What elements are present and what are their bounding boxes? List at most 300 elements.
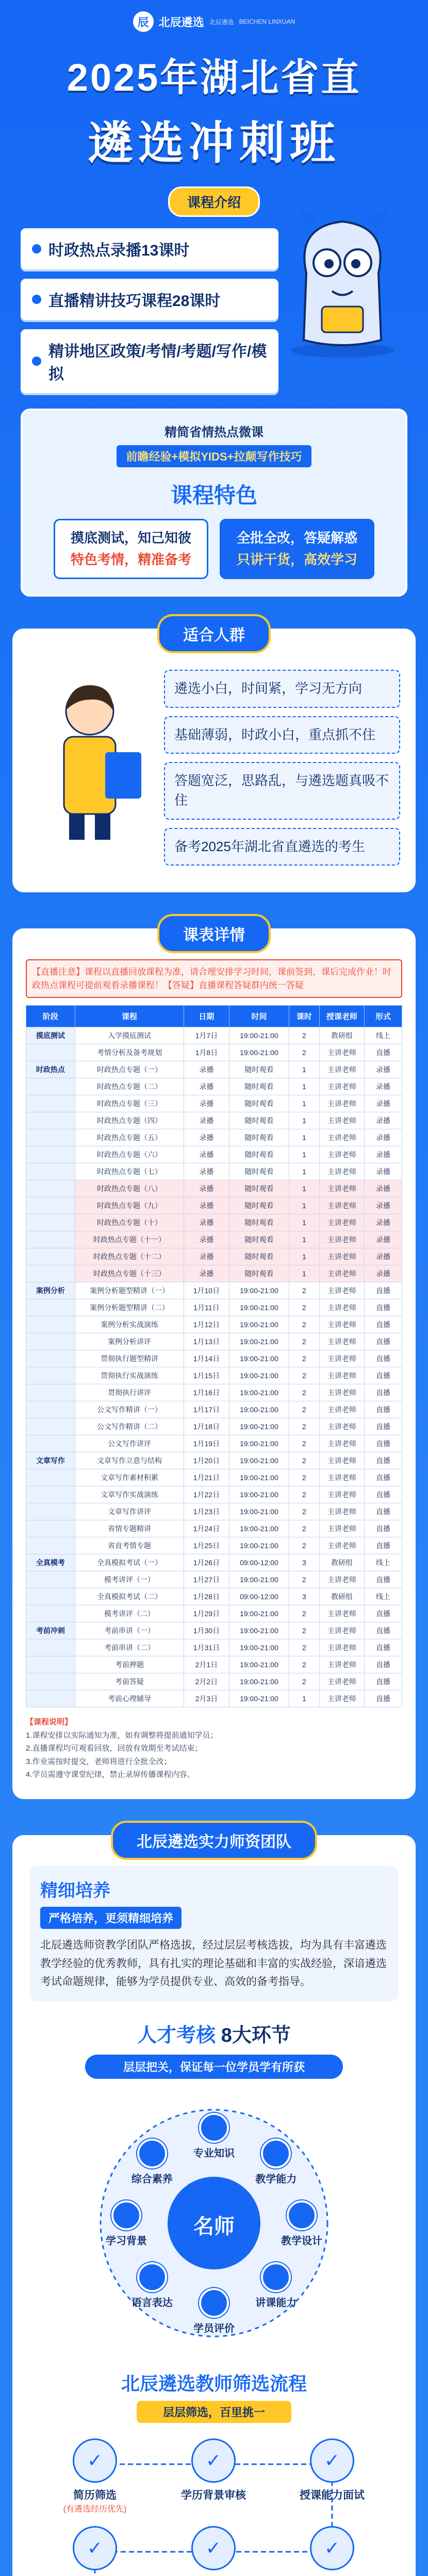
intro-item-label: 直播精讲技巧课程28课时	[48, 293, 221, 310]
bullet-icon	[32, 295, 41, 304]
team-section	[12, 1835, 416, 2576]
table-cell: 2	[289, 1435, 319, 1452]
mascot-illustration	[275, 196, 409, 361]
table-cell	[26, 1656, 75, 1673]
table-cell: 1	[289, 1095, 319, 1112]
table-cell: 时政热点专题（九）	[75, 1197, 184, 1214]
table-cell	[26, 1129, 75, 1146]
wheel-item	[271, 2200, 333, 2247]
table-cell: 考前答疑	[75, 1673, 184, 1690]
table-cell: 1月23日	[184, 1503, 229, 1520]
team-title: 精细培养	[40, 1880, 110, 1901]
table-cell: 1	[289, 1180, 319, 1197]
table-cell: 直播	[365, 1418, 402, 1435]
wheel-item-label: 语言表达	[131, 2297, 173, 2309]
table-row	[26, 1214, 402, 1231]
audience-item: 备考2025年湖北省直遴选的考生	[164, 828, 400, 866]
table-row	[26, 1486, 402, 1503]
table-cell: 主讲老师	[319, 1095, 364, 1112]
table-cell: 19:00-21:00	[229, 1401, 289, 1418]
table-cell: 公文写作精讲（二）	[75, 1418, 184, 1435]
hero-title-line2: 遴选冲刺班	[87, 117, 340, 168]
table-cell: 1月29日	[184, 1605, 229, 1622]
table-cell: 1月7日	[184, 1027, 229, 1044]
table-cell: 19:00-21:00	[229, 1622, 289, 1639]
table-cell: 案例分析题型精讲（一）	[75, 1282, 184, 1299]
course-table-header	[26, 1006, 402, 1027]
table-cell	[26, 1231, 75, 1248]
table-cell: 时政热点专题（二）	[75, 1078, 184, 1095]
table-row	[26, 1316, 402, 1333]
column-header: 课时	[289, 1006, 319, 1027]
table-cell: 直播	[365, 1350, 402, 1367]
table-cell: 主讲老师	[319, 1673, 364, 1690]
table-cell: 贯彻执行讲评	[75, 1384, 184, 1401]
table-row	[26, 1401, 402, 1418]
table-cell	[26, 1316, 75, 1333]
table-cell: 1	[289, 1146, 319, 1163]
table-cell: 1月18日	[184, 1418, 229, 1435]
table-cell: 公文写作精讲（一）	[75, 1401, 184, 1418]
table-cell: 考前串讲（二）	[75, 1639, 184, 1656]
table-cell	[26, 1078, 75, 1095]
table-cell: 2	[289, 1520, 319, 1537]
table-row	[26, 1180, 402, 1197]
table-cell: 录播	[365, 1265, 402, 1282]
bullet-icon	[32, 357, 41, 366]
table-cell	[26, 1690, 75, 1707]
table-row	[26, 1197, 402, 1214]
table-cell: 主讲老师	[319, 1282, 364, 1299]
table-cell: 3	[289, 1554, 319, 1571]
table-cell: 文章写作	[26, 1452, 75, 1469]
table-cell: 1月13日	[184, 1333, 229, 1350]
table-cell: 时政热点专题（五）	[75, 1129, 184, 1146]
flow-step-label: 学历背景审核	[181, 2489, 246, 2501]
eight-steps-wheel	[49, 2089, 379, 2357]
table-cell: 1月11日	[184, 1299, 229, 1316]
table-cell	[26, 1112, 75, 1129]
table-cell: 录播	[184, 1078, 229, 1095]
table-cell: 1	[289, 1231, 319, 1248]
table-cell: 全真模拟考试（一）	[75, 1554, 184, 1571]
table-cell: 主讲老师	[319, 1146, 364, 1163]
table-cell: 时政热点专题（十二）	[75, 1248, 184, 1265]
table-cell: 2月3日	[184, 1690, 229, 1707]
table-cell: 主讲老师	[319, 1486, 364, 1503]
teacher-illustration	[28, 670, 152, 845]
table-cell: 2	[289, 1571, 319, 1588]
course-notes	[26, 1716, 402, 1799]
bullet-icon	[32, 244, 41, 253]
table-cell: 录播	[365, 1248, 402, 1265]
table-cell: 19:00-21:00	[229, 1656, 289, 1673]
table-cell: 直播	[365, 1537, 402, 1554]
table-cell: 主讲老师	[319, 1435, 364, 1452]
flow-step-icon: ✓	[191, 2526, 236, 2570]
table-row	[26, 1044, 402, 1061]
table-cell: 2月2日	[184, 1673, 229, 1690]
table-cell	[26, 1503, 75, 1520]
flow-step-icon: ✓	[191, 2438, 236, 2483]
table-cell: 考情分析及备考规划	[75, 1044, 184, 1061]
table-cell: 1	[289, 1078, 319, 1095]
table-cell: 直播	[365, 1333, 402, 1350]
table-cell: 1月17日	[184, 1401, 229, 1418]
table-cell: 公文写作讲评	[75, 1435, 184, 1452]
table-cell: 录播	[365, 1061, 402, 1078]
table-cell: 主讲老师	[319, 1520, 364, 1537]
table-cell: 时政热点	[26, 1061, 75, 1078]
course-table	[26, 1005, 402, 1707]
table-cell	[26, 1520, 75, 1537]
table-row	[26, 1452, 402, 1469]
table-cell: 主讲老师	[319, 1418, 364, 1435]
team-subtitle: 严格培养，更须精细培养	[40, 1907, 182, 1929]
table-cell: 19:00-21:00	[229, 1605, 289, 1622]
team-description: 北辰遴选师资教学团队严格选拔，经过层层考核选拔，均为具有丰富遴选教学经验的优秀教师，具有扎实的理论基础和丰富的实战经验，深谙遴选考试命题规律，能够为学员提供专业、高效的备考指导。	[40, 1939, 387, 1988]
step-icon	[111, 2200, 141, 2230]
table-cell: 主讲老师	[319, 1061, 364, 1078]
eight-steps-subtitle: 层层把关，保证每一位学员学有所获	[85, 2055, 343, 2079]
table-cell: 19:00-21:00	[229, 1486, 289, 1503]
table-cell: 直播	[365, 1044, 402, 1061]
wheel-item-label: 学习背景	[106, 2235, 147, 2247]
table-cell: 线上	[365, 1027, 402, 1044]
table-cell: 19:00-21:00	[229, 1384, 289, 1401]
table-cell: 随时观看	[229, 1163, 289, 1180]
table-cell: 主讲老师	[319, 1622, 364, 1639]
table-cell: 模考讲评（二）	[75, 1605, 184, 1622]
team-tag: 北辰遴选实力师资团队	[111, 1821, 317, 1860]
table-cell: 主讲老师	[319, 1316, 364, 1333]
logo-icon: 辰	[133, 11, 154, 32]
table-cell: 2	[289, 1673, 319, 1690]
table-cell	[26, 1401, 75, 1418]
table-cell: 主讲老师	[319, 1299, 364, 1316]
flow-step-label: 授课能力面试	[300, 2489, 365, 2501]
table-cell: 时政热点专题（四）	[75, 1112, 184, 1129]
table-cell: 19:00-21:00	[229, 1299, 289, 1316]
wheel-item-label: 综合素养	[131, 2173, 173, 2185]
table-cell: 主讲老师	[319, 1639, 364, 1656]
table-cell: 2月1日	[184, 1656, 229, 1673]
table-cell: 1月19日	[184, 1435, 229, 1452]
feature-card	[54, 519, 208, 579]
table-cell: 19:00-21:00	[229, 1571, 289, 1588]
table-cell: 主讲老师	[319, 1537, 364, 1554]
table-cell: 19:00-21:00	[229, 1469, 289, 1486]
table-row	[26, 1367, 402, 1384]
wheel-item-label: 讲课能力	[255, 2297, 297, 2309]
flow-step	[170, 2438, 257, 2502]
table-cell: 2	[289, 1503, 319, 1520]
team-intro	[30, 1866, 398, 2002]
table-row	[26, 1248, 402, 1265]
flow-step-icon: ✓	[73, 2526, 117, 2570]
table-cell: 1月25日	[184, 1537, 229, 1554]
eight-steps-title-a: 人才考核	[137, 2025, 216, 2046]
table-cell: 录播	[184, 1248, 229, 1265]
step-icon	[199, 2288, 229, 2318]
table-cell: 1	[289, 1197, 319, 1214]
column-header: 课程	[75, 1006, 184, 1027]
table-cell: 主讲老师	[319, 1367, 364, 1384]
table-cell: 主讲老师	[319, 1350, 364, 1367]
table-cell: 随时观看	[229, 1197, 289, 1214]
audience-item: 遴选小白，时间紧，学习无方向	[164, 670, 400, 708]
table-cell	[26, 1418, 75, 1435]
teacher-selection-flow	[33, 2433, 395, 2576]
step-icon	[137, 2139, 167, 2168]
course-note: 4.学员需遵守课堂纪律，禁止录屏传播课程内容。	[26, 1770, 195, 1780]
brand-bar	[0, 11, 428, 32]
table-cell	[26, 1214, 75, 1231]
table-cell: 随时观看	[229, 1265, 289, 1282]
table-cell: 录播	[365, 1197, 402, 1214]
flow-title: 北辰遴选教师筛选流程	[121, 2373, 307, 2394]
table-cell: 2	[289, 1299, 319, 1316]
course-notice: 【直播注意】课程以直播回放课程为准，请合理安排学习时间，课前签到，课后完成作业！时政热点课程可提前观看录播课程！【答疑】直播课程答疑群内统一答疑	[26, 959, 402, 998]
table-cell: 主讲老师	[319, 1656, 364, 1673]
table-cell: 时政热点专题（八）	[75, 1180, 184, 1197]
table-cell: 直播	[365, 1435, 402, 1452]
table-cell: 1月21日	[184, 1469, 229, 1486]
table-cell: 贯彻执行题型精讲	[75, 1350, 184, 1367]
table-cell: 文章写作素材积累	[75, 1469, 184, 1486]
table-cell	[26, 1163, 75, 1180]
table-row	[26, 1571, 402, 1588]
table-cell: 录播	[365, 1095, 402, 1112]
feature-title: 课程特色	[170, 483, 257, 507]
table-cell: 直播	[365, 1299, 402, 1316]
table-cell: 直播	[365, 1656, 402, 1673]
flow-step-note: (有遴选经历优先)	[63, 2505, 127, 2514]
table-cell: 主讲老师	[319, 1469, 364, 1486]
table-cell: 19:00-21:00	[229, 1333, 289, 1350]
table-cell	[26, 1605, 75, 1622]
column-header: 阶段	[26, 1006, 75, 1027]
table-cell: 1月31日	[184, 1639, 229, 1656]
table-cell: 线上	[365, 1554, 402, 1571]
table-cell: 录播	[184, 1265, 229, 1282]
table-cell: 2	[289, 1622, 319, 1639]
table-cell: 19:00-21:00	[229, 1690, 289, 1707]
table-cell: 直播	[365, 1282, 402, 1299]
wheel-item-label: 教学设计	[281, 2235, 322, 2247]
table-row	[26, 1095, 402, 1112]
table-cell: 主讲老师	[319, 1401, 364, 1418]
table-cell: 2	[289, 1044, 319, 1061]
table-cell	[26, 1350, 75, 1367]
flow-step-icon: ✓	[310, 2438, 354, 2483]
table-cell: 2	[289, 1469, 319, 1486]
eight-steps-title-b: 8大环节	[221, 2025, 291, 2046]
table-cell: 文章写作讲评	[75, 1503, 184, 1520]
table-cell: 录播	[184, 1061, 229, 1078]
table-cell: 19:00-21:00	[229, 1520, 289, 1537]
table-row	[26, 1435, 402, 1452]
table-row	[26, 1061, 402, 1078]
table-cell: 直播	[365, 1690, 402, 1707]
table-cell	[26, 1639, 75, 1656]
table-cell: 直播	[365, 1486, 402, 1503]
hero-section	[0, 0, 428, 608]
table-cell: 考前押题	[75, 1656, 184, 1673]
table-cell: 案例分析讲评	[75, 1333, 184, 1350]
table-row	[26, 1265, 402, 1282]
table-cell: 2	[289, 1350, 319, 1367]
table-cell: 2	[289, 1639, 319, 1656]
table-cell: 主讲老师	[319, 1078, 364, 1095]
audience-list	[164, 670, 400, 874]
table-row	[26, 1078, 402, 1095]
wheel-item	[183, 2288, 245, 2335]
table-cell: 2	[289, 1367, 319, 1384]
table-cell: 时政热点专题（三）	[75, 1095, 184, 1112]
table-cell: 直播	[365, 1316, 402, 1333]
table-cell: 19:00-21:00	[229, 1452, 289, 1469]
table-cell: 2	[289, 1384, 319, 1401]
table-cell: 2	[289, 1316, 319, 1333]
table-cell: 教研组	[319, 1588, 364, 1605]
table-cell: 19:00-21:00	[229, 1044, 289, 1061]
table-cell: 1月12日	[184, 1316, 229, 1333]
table-cell: 随时观看	[229, 1112, 289, 1129]
table-cell: 文章写作立意与结构	[75, 1452, 184, 1469]
table-cell: 教研组	[319, 1027, 364, 1044]
table-row	[26, 1469, 402, 1486]
table-cell: 随时观看	[229, 1061, 289, 1078]
table-row	[26, 1418, 402, 1435]
table-row	[26, 1129, 402, 1146]
table-cell: 19:00-21:00	[229, 1350, 289, 1367]
table-cell: 1月27日	[184, 1571, 229, 1588]
table-cell: 主讲老师	[319, 1180, 364, 1197]
course-note: 3.作业需按时提交，老师将进行全批全改；	[26, 1757, 172, 1766]
table-cell: 直播	[365, 1520, 402, 1537]
course-tag: 课表详情	[157, 914, 271, 953]
table-cell: 直播	[365, 1401, 402, 1418]
table-cell: 直播	[365, 1571, 402, 1588]
table-cell: 1月24日	[184, 1520, 229, 1537]
wheel-item	[121, 2139, 183, 2185]
wheel-item	[245, 2262, 307, 2309]
table-cell: 2	[289, 1605, 319, 1622]
table-cell: 1月26日	[184, 1554, 229, 1571]
flow-subtitle: 层层筛选，百里挑一	[137, 2401, 291, 2423]
table-cell: 随时观看	[229, 1095, 289, 1112]
column-header: 形式	[365, 1006, 402, 1027]
audience-item: 答题宽泛，思路乱，与遴选题真吸不住	[164, 762, 400, 819]
table-cell: 1	[289, 1248, 319, 1265]
table-cell: 录播	[184, 1112, 229, 1129]
table-cell	[26, 1673, 75, 1690]
table-cell: 09:00-12:00	[229, 1554, 289, 1571]
table-cell: 考前心理辅导	[75, 1690, 184, 1707]
table-cell	[26, 1146, 75, 1163]
table-cell: 录播	[184, 1197, 229, 1214]
table-cell: 主讲老师	[319, 1197, 364, 1214]
table-cell: 录播	[184, 1146, 229, 1163]
table-row	[26, 1690, 402, 1707]
table-cell: 直播	[365, 1639, 402, 1656]
table-cell: 19:00-21:00	[229, 1282, 289, 1299]
intro-item	[21, 228, 278, 269]
table-row	[26, 1384, 402, 1401]
table-cell: 2	[289, 1656, 319, 1673]
table-cell: 主讲老师	[319, 1333, 364, 1350]
table-cell: 主讲老师	[319, 1231, 364, 1248]
column-header: 授课老师	[319, 1006, 364, 1027]
table-row	[26, 1146, 402, 1163]
table-cell: 2	[289, 1452, 319, 1469]
intro-item	[21, 279, 278, 320]
table-cell: 1月28日	[184, 1588, 229, 1605]
table-cell: 录播	[184, 1129, 229, 1146]
course-table-body	[26, 1027, 402, 1707]
table-cell	[26, 1180, 75, 1197]
table-cell: 录播	[365, 1129, 402, 1146]
table-cell: 19:00-21:00	[229, 1537, 289, 1554]
table-cell: 时政热点专题（七）	[75, 1163, 184, 1180]
table-cell: 录播	[365, 1214, 402, 1231]
table-cell	[26, 1367, 75, 1384]
table-row	[26, 1333, 402, 1350]
table-cell: 主讲老师	[319, 1163, 364, 1180]
step-icon	[137, 2262, 167, 2292]
eight-steps-title	[12, 2019, 416, 2047]
audience-section	[12, 629, 416, 892]
table-cell: 2	[289, 1027, 319, 1044]
table-cell: 1月22日	[184, 1486, 229, 1503]
hero-title-line1: 2025年湖北省直	[67, 56, 361, 99]
table-cell	[26, 1248, 75, 1265]
table-cell	[26, 1469, 75, 1486]
table-cell: 录播	[184, 1163, 229, 1180]
table-cell: 录播	[184, 1231, 229, 1248]
table-row	[26, 1639, 402, 1656]
table-row	[26, 1622, 402, 1639]
table-cell: 19:00-21:00	[229, 1639, 289, 1656]
table-row	[26, 1350, 402, 1367]
table-cell: 直播	[365, 1605, 402, 1622]
table-cell: 录播	[365, 1231, 402, 1248]
course-notes-title: 【课程说明】	[26, 1718, 73, 1727]
feature-card	[220, 519, 374, 579]
table-cell	[26, 1486, 75, 1503]
intro-item-label: 精讲地区政策/考情/考题/写作/模拟	[48, 343, 267, 383]
step-icon	[287, 2200, 317, 2230]
table-cell: 录播	[184, 1180, 229, 1197]
table-cell: 19:00-21:00	[229, 1027, 289, 1044]
step-icon	[261, 2262, 291, 2292]
table-cell: 1月20日	[184, 1452, 229, 1469]
table-cell: 随时观看	[229, 1231, 289, 1248]
table-cell: 随时观看	[229, 1078, 289, 1095]
table-cell: 直播	[365, 1673, 402, 1690]
table-cell: 线上	[365, 1588, 402, 1605]
table-cell: 录播	[365, 1112, 402, 1129]
table-cell: 主讲老师	[319, 1452, 364, 1469]
table-cell: 主讲老师	[319, 1690, 364, 1707]
table-cell: 随时观看	[229, 1180, 289, 1197]
table-cell: 直播	[365, 1622, 402, 1639]
table-cell: 2	[289, 1282, 319, 1299]
table-cell: 19:00-21:00	[229, 1367, 289, 1384]
table-row	[26, 1299, 402, 1316]
table-cell: 1	[289, 1265, 319, 1282]
